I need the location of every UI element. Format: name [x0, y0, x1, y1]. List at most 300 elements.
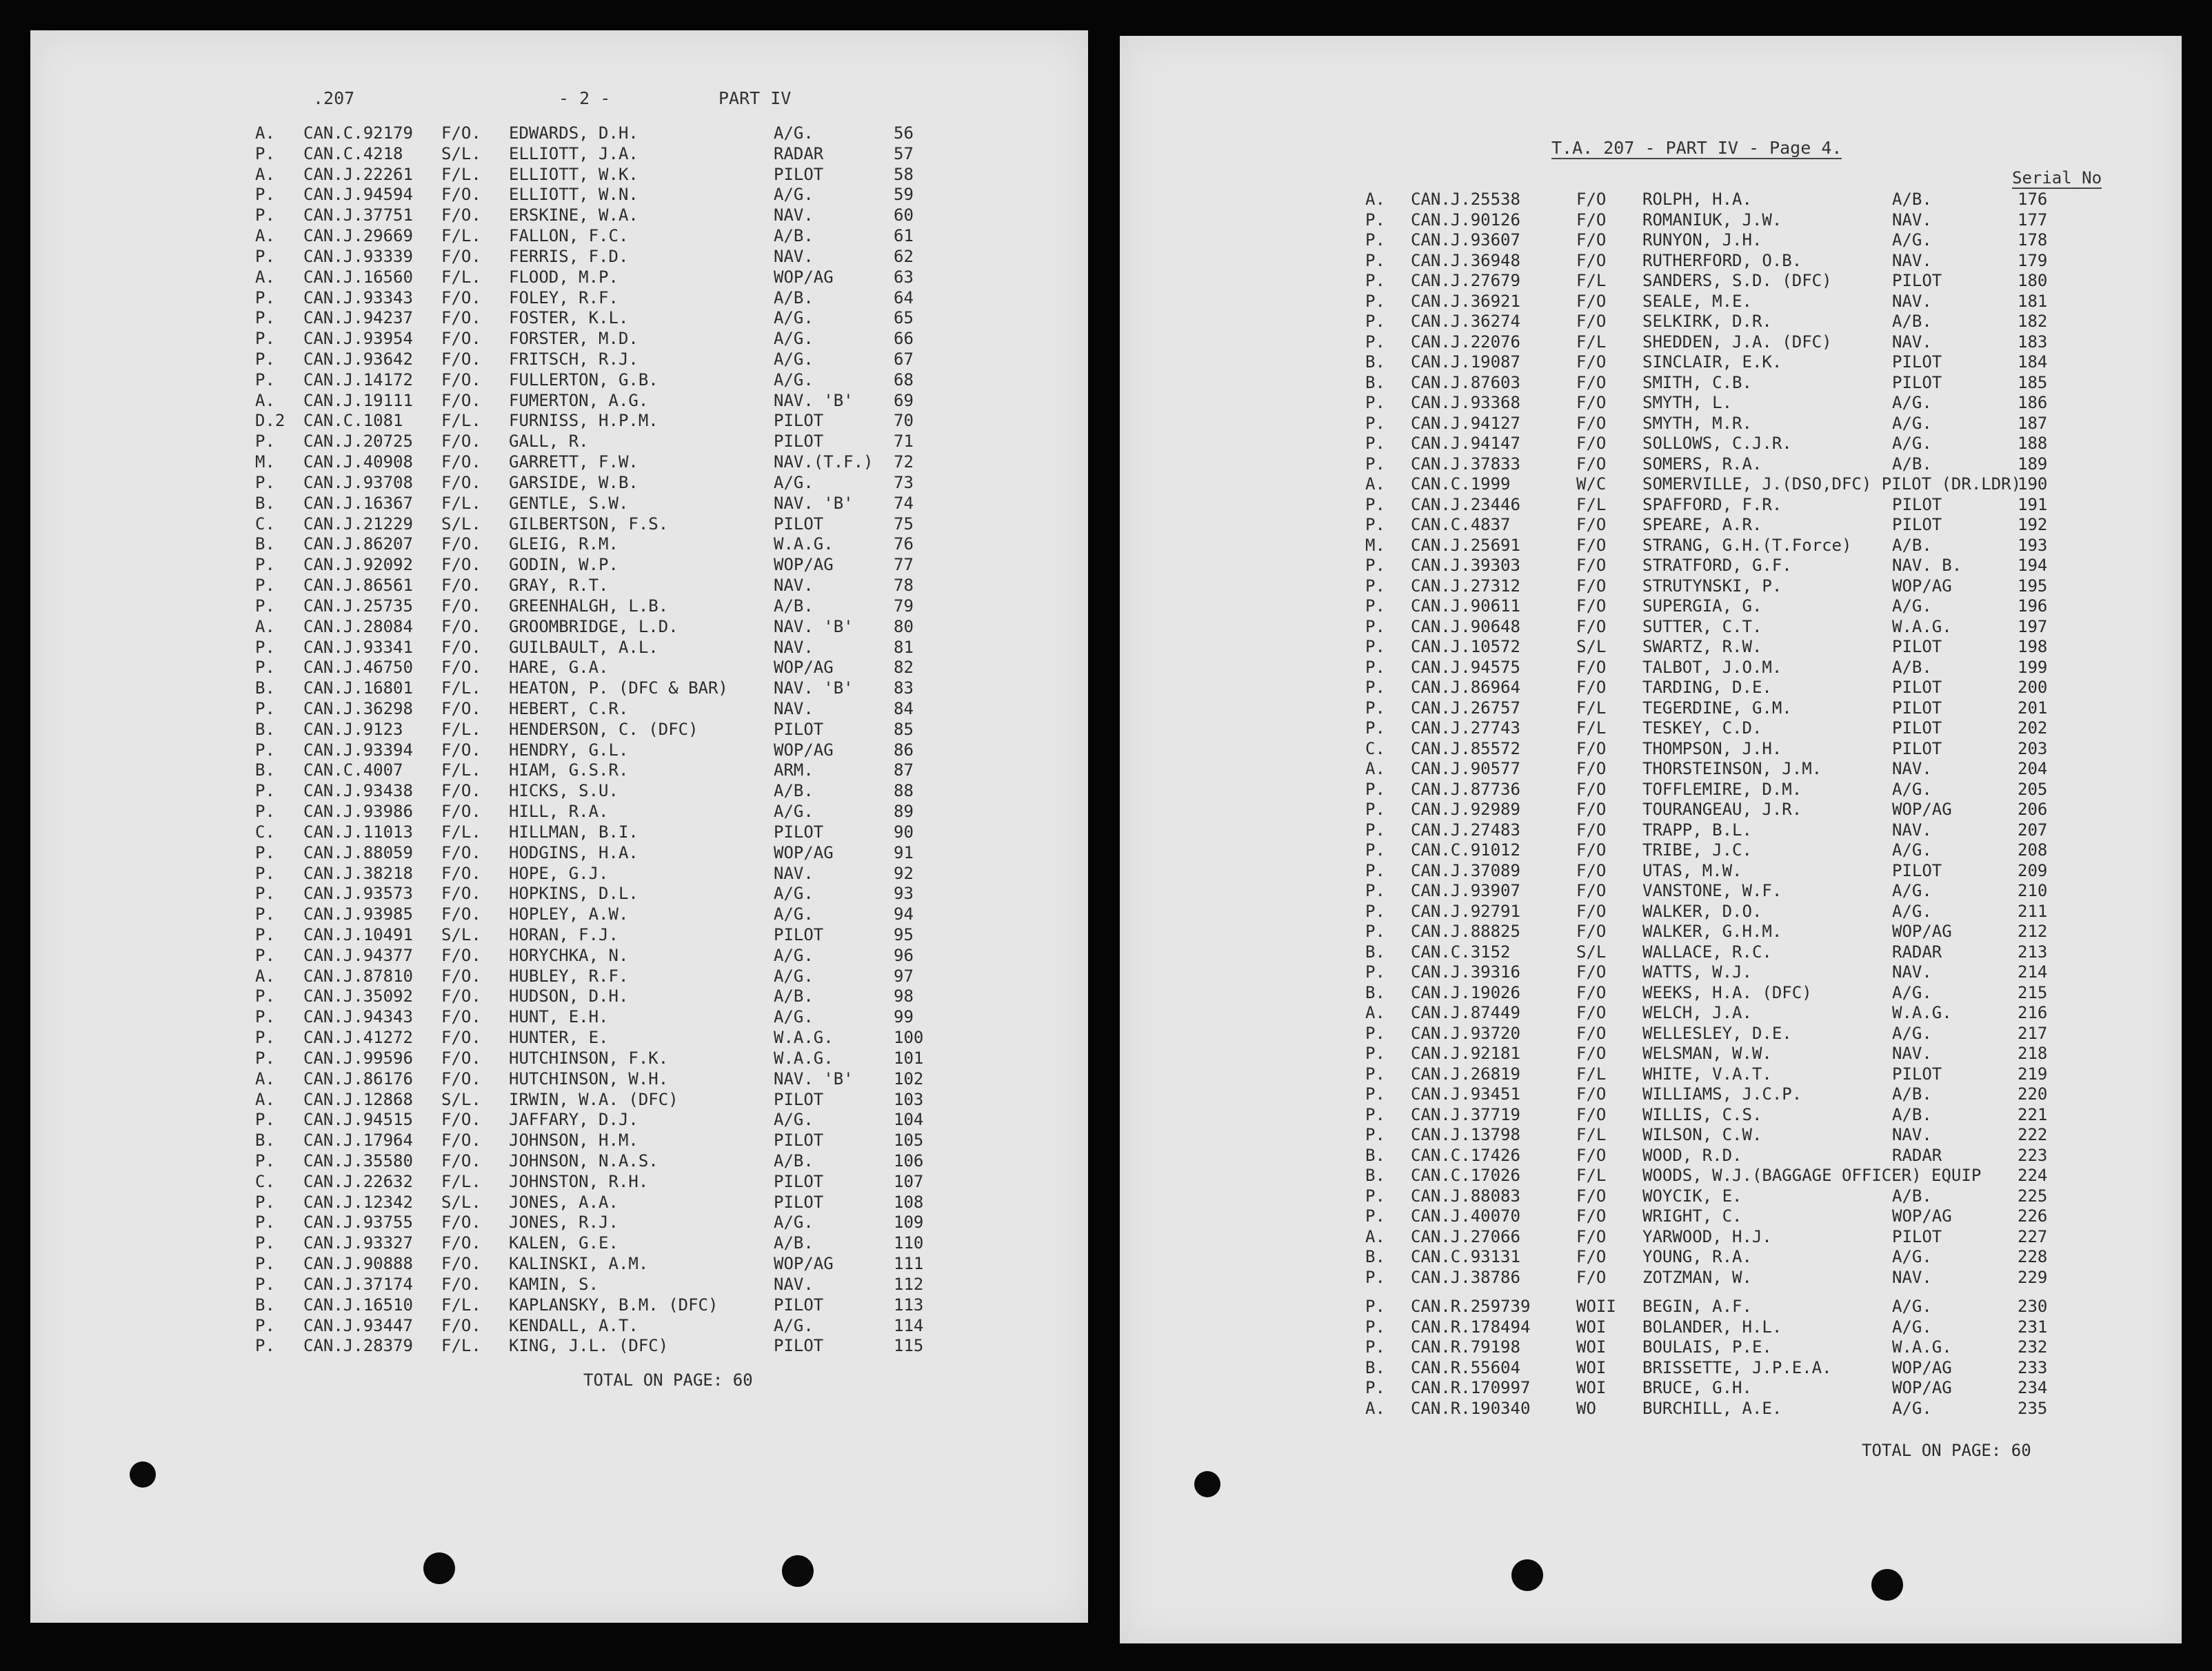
cell-station: B. — [1365, 372, 1385, 392]
cell-name: THOMPSON, J.H. — [1642, 738, 1782, 758]
cell-serial: 207 — [2018, 820, 2048, 840]
cell-name: WOOD, R.D. — [1642, 1145, 1742, 1165]
cell-serial: 58 — [894, 164, 914, 184]
cell-serial: 182 — [2018, 312, 2048, 331]
cell-rank: F/O — [1576, 860, 1607, 880]
cell-serial: 112 — [894, 1274, 924, 1294]
cell-trade: NAV. — [1892, 332, 1932, 352]
cell-serial: 205 — [2018, 779, 2048, 799]
cell-trade: A/G. — [1892, 596, 1932, 616]
cell-station: P. — [255, 205, 275, 225]
cell-service-number: CAN.J.99596 — [303, 1048, 413, 1068]
cell-serial: 98 — [894, 986, 914, 1006]
cell-service-number: CAN.J.25538 — [1411, 190, 1520, 209]
cell-trade: WOP/AG — [774, 267, 834, 287]
cell-station: P. — [1365, 596, 1385, 616]
cell-service-number: CAN.J.28379 — [303, 1336, 413, 1356]
cell-rank: F/L — [1576, 494, 1607, 514]
cell-trade: PILOT — [774, 1295, 824, 1315]
cell-station: A. — [255, 390, 275, 410]
cell-station: P. — [255, 185, 275, 205]
cell-serial: 84 — [894, 698, 914, 718]
cell-station: P. — [1365, 1064, 1385, 1084]
cell-serial: 216 — [2018, 1003, 2048, 1022]
cell-station: C. — [1365, 738, 1385, 758]
cell-name: SMYTH, M.R. — [1642, 413, 1752, 433]
cell-name: HOPLEY, A.W. — [509, 904, 629, 924]
cell-station: P. — [1365, 779, 1385, 799]
cell-serial: 102 — [894, 1069, 924, 1088]
page-total: TOTAL ON PAGE: 60 — [583, 1370, 753, 1390]
cell-service-number: CAN.J.93642 — [303, 350, 413, 369]
cell-trade: NAV. — [1892, 962, 1932, 982]
cell-trade: PILOT — [774, 164, 824, 184]
cell-station: P. — [1365, 1125, 1385, 1144]
cell-station: P. — [255, 1110, 275, 1130]
cell-rank: F/O. — [441, 1028, 481, 1048]
cell-station: B. — [255, 1131, 275, 1151]
cell-station: P. — [255, 350, 275, 369]
cell-service-number: CAN.J.22261 — [303, 164, 413, 184]
cell-name: HODGINS, H.A. — [509, 842, 639, 862]
cell-station: P. — [255, 1213, 275, 1233]
cell-trade: NAV. — [1892, 1267, 1932, 1287]
cell-serial: 94 — [894, 904, 914, 924]
cell-service-number: CAN.J.9123 — [303, 719, 403, 739]
cell-trade: ARM. — [774, 760, 814, 780]
cell-rank: F/O. — [441, 904, 481, 924]
cell-serial: 227 — [2018, 1226, 2048, 1246]
cell-station: P. — [1365, 291, 1385, 311]
cell-rank: F/L. — [441, 411, 481, 431]
cell-name: WRIGHT, C. — [1642, 1206, 1742, 1226]
cell-name: RUTHERFORD, O.B. — [1642, 250, 1802, 270]
cell-station: P. — [1365, 434, 1385, 453]
cell-rank: F/O — [1576, 1104, 1607, 1124]
cell-station: P. — [1365, 271, 1385, 290]
cell-serial: 101 — [894, 1048, 924, 1068]
cell-trade: A/B. — [774, 986, 814, 1006]
cell-station: P. — [1365, 1267, 1385, 1287]
cell-trade: A/B. — [774, 781, 814, 801]
cell-trade: A/G. — [1892, 1023, 1932, 1043]
cell-service-number: CAN.C.17026 — [1411, 1166, 1520, 1185]
cell-rank: F/O — [1576, 1226, 1607, 1246]
cell-rank: F/O — [1576, 291, 1607, 311]
cell-station: P. — [255, 698, 275, 718]
cell-name: HUTCHINSON, F.K. — [509, 1048, 669, 1068]
cell-trade: PILOT — [1892, 678, 1942, 697]
cell-trade: NAV. — [1892, 210, 1932, 230]
cell-name: HARE, G.A. — [509, 658, 609, 678]
cell-name: JONES, A.A. — [509, 1192, 619, 1212]
cell-trade: A/B. — [1892, 454, 1932, 474]
cell-rank: F/O. — [441, 781, 481, 801]
cell-serial: 218 — [2018, 1044, 2048, 1063]
cell-rank: F/O — [1576, 312, 1607, 331]
cell-name: STRANG, G.H.(T.Force) — [1642, 535, 1852, 555]
cell-serial: 71 — [894, 432, 914, 452]
cell-name: WATTS, W.J. — [1642, 962, 1752, 982]
cell-service-number: CAN.J.87810 — [303, 966, 413, 986]
cell-trade: A/G. — [1892, 1398, 1932, 1418]
cell-serial: 95 — [894, 924, 914, 944]
cell-serial: 225 — [2018, 1186, 2048, 1206]
cell-station: B. — [1365, 1145, 1385, 1165]
cell-name: BOULAIS, P.E. — [1642, 1337, 1772, 1357]
cell-name: HICKS, S.U. — [509, 781, 619, 801]
cell-name: SMITH, C.B. — [1642, 372, 1752, 392]
cell-station: P. — [1365, 1023, 1385, 1043]
cell-station: A. — [1365, 759, 1385, 778]
cell-trade: NAV. — [774, 698, 814, 718]
cell-rank: F/O — [1576, 779, 1607, 799]
cell-name: HENDERSON, C. (DFC) — [509, 719, 698, 739]
cell-name: HUNT, E.H. — [509, 1007, 609, 1027]
cell-serial: 92 — [894, 863, 914, 883]
cell-station: P. — [1365, 1297, 1385, 1316]
cell-service-number: CAN.J.92791 — [1411, 901, 1520, 921]
cell-name: FORSTER, M.D. — [509, 329, 639, 349]
cell-service-number: CAN.C.4218 — [303, 143, 403, 163]
cell-service-number: CAN.J.93720 — [1411, 1023, 1520, 1043]
cell-serial: 199 — [2018, 657, 2048, 677]
cell-service-number: CAN.J.21229 — [303, 514, 413, 534]
cell-name: KENDALL, A.T. — [509, 1315, 639, 1335]
cell-trade: W.A.G. — [1892, 1003, 1952, 1022]
cell-trade: A/B. — [1892, 1084, 1932, 1104]
cell-service-number: CAN.J.39303 — [1411, 556, 1520, 575]
cell-trade: PILOT — [1892, 352, 1942, 372]
cell-serial: 85 — [894, 719, 914, 739]
cell-serial: 93 — [894, 884, 914, 904]
cell-serial: 213 — [2018, 942, 2048, 962]
cell-service-number: CAN.J.13798 — [1411, 1125, 1520, 1144]
cell-service-number: CAN.J.28084 — [303, 616, 413, 636]
cell-service-number: CAN.J.14172 — [303, 369, 413, 389]
cell-serial: 226 — [2018, 1206, 2048, 1226]
cell-name: TALBOT, J.O.M. — [1642, 657, 1782, 677]
cell-station: B. — [255, 678, 275, 698]
header-part: PART IV — [718, 88, 792, 108]
cell-rank: F/O — [1576, 1145, 1607, 1165]
cell-trade: W.A.G. — [774, 1028, 834, 1048]
cell-serial: 178 — [2018, 230, 2048, 250]
cell-name: SPEARE, A.R. — [1642, 515, 1762, 534]
cell-station: A. — [255, 164, 275, 184]
cell-serial: 219 — [2018, 1064, 2048, 1084]
cell-trade: A/G. — [774, 966, 814, 986]
cell-station: P. — [255, 1192, 275, 1212]
cell-serial: 83 — [894, 678, 914, 698]
cell-rank: F/O — [1576, 393, 1607, 412]
cell-station: P. — [1365, 210, 1385, 230]
cell-service-number: CAN.J.92092 — [303, 555, 413, 575]
cell-rank: F/O — [1576, 1247, 1607, 1266]
cell-trade: A/B. — [774, 1151, 814, 1171]
cell-serial: 74 — [894, 493, 914, 513]
cell-trade: W.A.G. — [1892, 1337, 1952, 1357]
cell-station: C. — [255, 514, 275, 534]
cell-trade: A/B. — [1892, 190, 1932, 209]
cell-rank: F/O — [1576, 190, 1607, 209]
cell-station: P. — [1365, 1206, 1385, 1226]
cell-service-number: CAN.J.94237 — [303, 308, 413, 328]
cell-station: A. — [1365, 1003, 1385, 1022]
cell-name: HEATON, P. (DFC & BAR) — [509, 678, 728, 698]
cell-trade: A/B. — [774, 596, 814, 616]
cell-station: P. — [1365, 1104, 1385, 1124]
cell-serial: 209 — [2018, 860, 2048, 880]
cell-station: A. — [255, 1089, 275, 1109]
cell-station: P. — [255, 596, 275, 616]
cell-service-number: CAN.J.86176 — [303, 1069, 413, 1088]
cell-trade: WOP/AG — [774, 555, 834, 575]
cell-name: WOODS, W.J.(BAGGAGE OFFICER) EQUIP — [1642, 1166, 1982, 1185]
cell-name: KAMIN, S. — [509, 1274, 599, 1294]
cell-trade: PILOT — [774, 1336, 824, 1356]
cell-trade: W.A.G. — [774, 1048, 834, 1068]
cell-name: JONES, R.J. — [509, 1213, 619, 1233]
cell-trade: A/G. — [1892, 982, 1932, 1002]
cell-serial: 206 — [2018, 800, 2048, 819]
cell-service-number: CAN.R.170997 — [1411, 1378, 1531, 1397]
cell-rank: F/O. — [441, 452, 481, 472]
cell-trade: NAV. 'B' — [774, 390, 854, 410]
cell-serial: 73 — [894, 472, 914, 492]
cell-trade: WOP/AG — [1892, 1357, 1952, 1377]
cell-rank: F/O — [1576, 576, 1607, 596]
cell-rank: F/O — [1576, 1084, 1607, 1104]
cell-service-number: CAN.J.17964 — [303, 1131, 413, 1151]
cell-trade: A/B. — [774, 226, 814, 246]
cell-serial: 187 — [2018, 413, 2048, 433]
cell-trade: NAV. — [774, 246, 814, 266]
cell-station: P. — [1365, 556, 1385, 575]
cell-serial: 204 — [2018, 759, 2048, 778]
cell-service-number: CAN.J.92181 — [1411, 1044, 1520, 1063]
cell-trade: PILOT — [774, 1171, 824, 1191]
cell-station: B. — [1365, 352, 1385, 372]
cell-station: P. — [255, 1007, 275, 1027]
header-page-number: - 2 - — [559, 88, 611, 108]
cell-station: B. — [255, 493, 275, 513]
cell-service-number: CAN.J.12868 — [303, 1089, 413, 1109]
cell-name: JOHNSTON, R.H. — [509, 1171, 649, 1191]
cell-station: A. — [255, 267, 275, 287]
cell-rank: F/O — [1576, 230, 1607, 250]
cell-name: KALEN, G.E. — [509, 1233, 619, 1253]
cell-rank: S/L. — [441, 924, 481, 944]
cell-serial: 210 — [2018, 881, 2048, 900]
cell-trade: WOP/AG — [774, 1254, 834, 1274]
cell-rank: F/O. — [441, 534, 481, 554]
cell-rank: F/O — [1576, 596, 1607, 616]
cell-station: P. — [255, 143, 275, 163]
cell-rank: S/L. — [441, 1192, 481, 1212]
cell-name: GODIN, W.P. — [509, 555, 619, 575]
cell-rank: F/O — [1576, 535, 1607, 555]
cell-service-number: CAN.J.94575 — [1411, 657, 1520, 677]
cell-service-number: CAN.J.94343 — [303, 1007, 413, 1027]
cell-name: FALLON, F.C. — [509, 226, 629, 246]
cell-trade: A/G. — [774, 123, 814, 143]
cell-station: P. — [255, 1233, 275, 1253]
cell-name: FULLERTON, G.B. — [509, 369, 658, 389]
cell-rank: F/O. — [441, 1315, 481, 1335]
cell-name: WALLACE, R.C. — [1642, 942, 1772, 962]
cell-service-number: CAN.J.93986 — [303, 802, 413, 822]
cell-service-number: CAN.J.19026 — [1411, 982, 1520, 1002]
cell-name: WALKER, D.O. — [1642, 901, 1762, 921]
cell-name: WHITE, V.A.T. — [1642, 1064, 1772, 1084]
cell-service-number: CAN.C.91012 — [1411, 840, 1520, 860]
cell-service-number: CAN.J.25691 — [1411, 535, 1520, 555]
cell-trade: NAV. 'B' — [774, 678, 854, 698]
cell-service-number: CAN.C.1081 — [303, 411, 403, 431]
cell-trade: NAV. — [1892, 820, 1932, 840]
cell-service-number: CAN.J.93438 — [303, 781, 413, 801]
cell-name: HORYCHKA, N. — [509, 945, 629, 965]
cell-trade: A/G. — [1892, 1247, 1932, 1266]
cell-trade: NAV. — [1892, 250, 1932, 270]
cell-serial: 203 — [2018, 738, 2048, 758]
cell-service-number: CAN.J.92989 — [1411, 800, 1520, 819]
cell-station: P. — [255, 740, 275, 760]
cell-trade: A/G. — [1892, 901, 1932, 921]
cell-station: P. — [255, 329, 275, 349]
cell-serial: 72 — [894, 452, 914, 472]
cell-name: HORAN, F.J. — [509, 924, 619, 944]
cell-station: C. — [255, 1171, 275, 1191]
cell-name: SOLLOWS, C.J.R. — [1642, 434, 1792, 453]
cell-rank: F/L — [1576, 1125, 1607, 1144]
cell-station: P. — [255, 555, 275, 575]
cell-station: P. — [255, 945, 275, 965]
cell-serial: 200 — [2018, 678, 2048, 697]
cell-rank: F/O — [1576, 250, 1607, 270]
cell-rank: F/O — [1576, 759, 1607, 778]
cell-rank: F/O — [1576, 901, 1607, 921]
cell-service-number: CAN.C.4837 — [1411, 515, 1511, 534]
left-document-page — [30, 30, 1088, 1623]
cell-serial: 223 — [2018, 1145, 2048, 1165]
cell-serial: 196 — [2018, 596, 2048, 616]
cell-serial: 230 — [2018, 1297, 2048, 1316]
cell-service-number: CAN.J.27483 — [1411, 820, 1520, 840]
cell-trade: A/G. — [1892, 1297, 1932, 1316]
cell-trade: PILOT — [774, 1089, 824, 1109]
cell-name: SOMERS, R.A. — [1642, 454, 1762, 474]
cell-service-number: CAN.J.87603 — [1411, 372, 1520, 392]
cell-serial: 76 — [894, 534, 914, 554]
cell-station: P. — [255, 287, 275, 307]
cell-service-number: CAN.J.39316 — [1411, 962, 1520, 982]
cell-name: TOFFLEMIRE, D.M. — [1642, 779, 1802, 799]
cell-rank: W/C — [1576, 474, 1607, 494]
cell-service-number: CAN.R.178494 — [1411, 1317, 1531, 1337]
cell-station: P. — [1365, 1317, 1385, 1337]
cell-trade: A/G. — [774, 369, 814, 389]
cell-trade: NAV. — [1892, 1125, 1932, 1144]
cell-trade: PILOT — [1892, 1226, 1942, 1246]
cell-service-number: CAN.J.35580 — [303, 1151, 413, 1171]
cell-trade: PILOT — [1892, 738, 1942, 758]
cell-serial: 109 — [894, 1213, 924, 1233]
cell-name: HUNTER, E. — [509, 1028, 609, 1048]
punch-hole — [1511, 1559, 1543, 1591]
cell-serial: 110 — [894, 1233, 924, 1253]
cell-service-number: CAN.J.37174 — [303, 1274, 413, 1294]
cell-service-number: CAN.J.93368 — [1411, 393, 1520, 412]
cell-rank: F/O. — [441, 884, 481, 904]
cell-trade: NAV. — [774, 863, 814, 883]
cell-station: P. — [255, 924, 275, 944]
cell-serial: 202 — [2018, 718, 2048, 738]
cell-station: P. — [255, 637, 275, 657]
cell-serial: 183 — [2018, 332, 2048, 352]
cell-rank: F/O — [1576, 413, 1607, 433]
cell-station: P. — [1365, 962, 1385, 982]
cell-rank: F/O. — [441, 1151, 481, 1171]
cell-trade: A/G. — [1892, 840, 1932, 860]
cell-trade: A/G. — [774, 472, 814, 492]
cell-serial: 68 — [894, 369, 914, 389]
cell-serial: 198 — [2018, 637, 2048, 656]
cell-station: A. — [255, 616, 275, 636]
cell-station: P. — [1365, 637, 1385, 656]
cell-serial: 211 — [2018, 901, 2048, 921]
cell-serial: 89 — [894, 802, 914, 822]
cell-serial: 56 — [894, 123, 914, 143]
cell-name: FURNISS, H.P.M. — [509, 411, 658, 431]
cell-name: WELCH, J.A. — [1642, 1003, 1752, 1022]
cell-serial: 86 — [894, 740, 914, 760]
cell-service-number: CAN.J.93327 — [303, 1233, 413, 1253]
cell-rank: F/L — [1576, 332, 1607, 352]
cell-name: BOLANDER, H.L. — [1642, 1317, 1782, 1337]
cell-station: P. — [1365, 1337, 1385, 1357]
cell-trade: A/G. — [774, 1110, 814, 1130]
cell-serial: 186 — [2018, 393, 2048, 412]
cell-name: GREENHALGH, L.B. — [509, 596, 669, 616]
cell-station: P. — [255, 884, 275, 904]
cell-rank: F/O — [1576, 962, 1607, 982]
cell-name: YARWOOD, H.J. — [1642, 1226, 1772, 1246]
cell-serial: 75 — [894, 514, 914, 534]
cell-name: GARSIDE, W.B. — [509, 472, 639, 492]
cell-name: ERSKINE, W.A. — [509, 205, 639, 225]
cell-service-number: CAN.J.37833 — [1411, 454, 1520, 474]
cell-name: JAFFARY, D.J. — [509, 1110, 639, 1130]
cell-name: UTAS, M.W. — [1642, 860, 1742, 880]
cell-rank: F/O. — [441, 329, 481, 349]
cell-rank: F/O — [1576, 210, 1607, 230]
cell-name: KALINSKI, A.M. — [509, 1254, 649, 1274]
cell-rank: F/O. — [441, 616, 481, 636]
cell-service-number: CAN.R.190340 — [1411, 1398, 1531, 1418]
cell-rank: F/O — [1576, 1023, 1607, 1043]
cell-serial: 188 — [2018, 434, 2048, 453]
cell-serial: 87 — [894, 760, 914, 780]
cell-rank: F/L. — [441, 719, 481, 739]
cell-rank: F/L — [1576, 1064, 1607, 1084]
cell-station: P. — [255, 658, 275, 678]
cell-serial: 61 — [894, 226, 914, 246]
cell-station: A. — [1365, 474, 1385, 494]
cell-name: ELLIOTT, W.K. — [509, 164, 639, 184]
cell-serial: 231 — [2018, 1317, 2048, 1337]
